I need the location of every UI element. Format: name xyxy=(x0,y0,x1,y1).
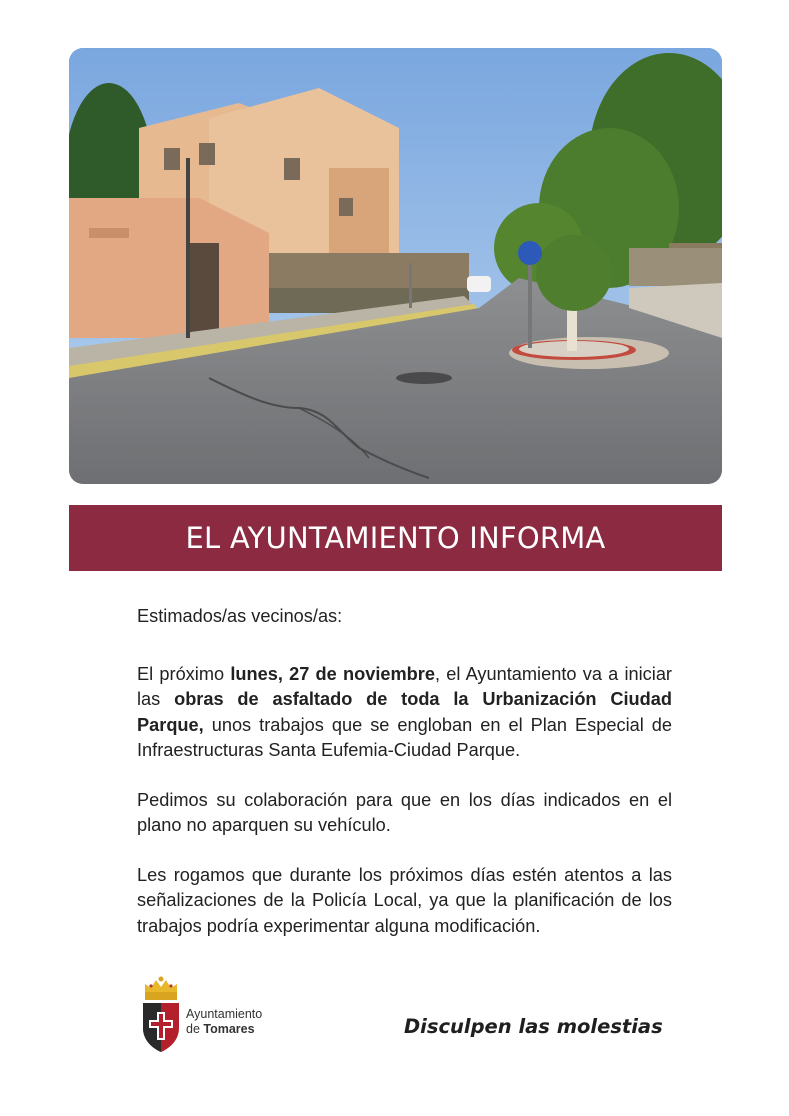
logo-line-2-name: Tomares xyxy=(203,1022,255,1036)
paragraph-request: Les rogamos que durante los próximos días estén atentos a las señalizaciones de la Policía Local, ya que la planificación de los trabajos podría experimentar alguna modificación. xyxy=(137,864,672,936)
closing-message: Disculpen las molestias xyxy=(404,1015,663,1038)
greeting: Estimados/as vecinos/as: xyxy=(137,606,343,626)
announcement-text-2: , el Ayuntamiento va a iniciar las xyxy=(137,663,672,709)
logo-line-2 xyxy=(186,1022,262,1037)
logo-line-1: Ayuntamiento xyxy=(186,1007,263,1021)
logo-line-2-prefix: de xyxy=(186,1022,204,1036)
coat-of-arms-icon xyxy=(140,976,182,1054)
paragraph-announcement xyxy=(137,662,672,764)
paragraph-collaboration: Pedimos su colaboración para que en los días indicados en el plano no aparquen su vehículo. xyxy=(137,789,672,835)
announcement-date: lunes, 27 de noviembre xyxy=(230,663,435,684)
announcement-text-3: unos trabajos que se engloban en el Plan Especial de Infraestructuras Santa Eufemia-Ciudad Parque. xyxy=(137,714,672,760)
notice-body xyxy=(137,604,672,939)
street-roundabout-photo xyxy=(69,48,722,484)
street-photo xyxy=(69,48,722,484)
banner-title: EL AYUNTAMIENTO INFORMA xyxy=(185,521,606,555)
logo-text xyxy=(186,1007,262,1037)
announcement-works: obras de asfaltado de toda la Urbanización Ciudad Parque, xyxy=(137,689,672,735)
announcement-text-1: El próximo xyxy=(137,663,231,684)
header-banner xyxy=(69,505,722,571)
